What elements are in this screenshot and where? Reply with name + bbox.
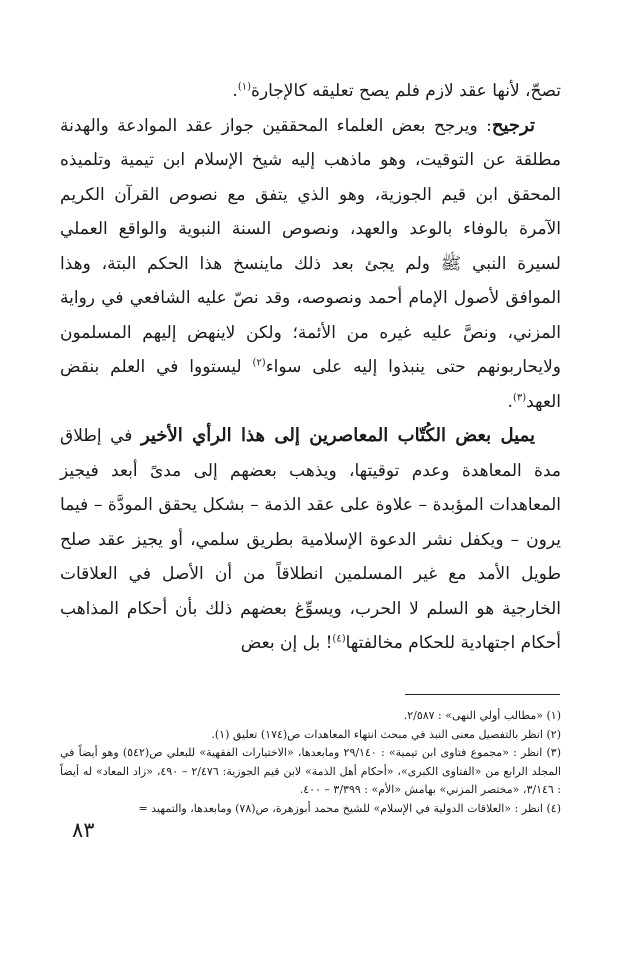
footnote-divider [405, 694, 560, 695]
page-number: ٨٣ [72, 818, 95, 842]
footnotes [60, 707, 561, 818]
footnote-2: (٢) انظر بالتفصيل معنى النبذ في مبحث انتهاء المعاهدات ص(١٧٤) تعليق (١). [211, 727, 561, 741]
paragraph-2 [60, 109, 561, 420]
footnote-ref-4: (٤) [332, 633, 346, 645]
paragraph-2-text: : ويرجح بعض العلماء المحققين جواز عقد الموادعة والهدنة مطلقة عن التوقيت، وهو ماذهب إليه شيخ الإسلام ابن تيمية وتلميذه المحقق ابن قيم الجوزية، وهو الذي يتفق مع نصوص القرآن الكريم الآمرة بالوفاء بالوعد والعهد، ونصوص السنة النبوية والواقع العملي لسيرة النبي ﷺ ولم يجئ بعد ذلك ماينسخ هذا الحكم البتة، وهذا الموافق لأصول الإمام أحمد ونصوصه، وقد نصّ عليه الشافعي في رواية المزني، ونصَّ عليه غيره من الأئمة؛ ولكن لاينهض إليهم المسلمون ولايحاربونهم حتى ينبذوا إليه على سواء [60, 115, 561, 377]
paragraph-2-text-cont: ليستووا في العلم بنقض العهد [60, 357, 561, 412]
paragraph-2-heading: ترجيح [491, 114, 535, 136]
paragraph-1-text: تصحّ، لأنها عقد لازم فلم يصح تعليقه كالإجارة [251, 81, 561, 101]
footnote-4: (٤) انظر : «العلاقات الدولية في الإسلام» للشيخ محمد أبوزهرة، ص(٧٨) ومابعدها، والتمهيد = [138, 801, 561, 815]
paragraph-3-text: في إطلاق مدة المعاهدة وعدم توقيتها، ويذهب بعضهم إلى مدىً أبعد فيجيز المعاهدات المؤبدة – علاوة على عقد الذمة – بشكل يحقق المودَّة – فيما يرون – ويكفل نشر الدعوة الإسلامية بطريق سلمي، أو يجيز عقد صلح طويل الأمد مع غير المسلمين انطلاقاً من أن الأصل في العلاقات الخارجية هو السلم لا الحرب، ويسوِّغ بعضهم ذلك بأن أحكام المذاهب أحكام اجتهادية للحكام مخالفتها [60, 426, 561, 653]
footnote-1: (١) «مطالب أولي النهى» : ٢/٥٨٧. [403, 709, 561, 722]
paragraph-3-end: ! بل إن بعض [240, 633, 333, 653]
main-text [60, 74, 561, 661]
footnote-3: (٣) انظر : «مجموع فتاوى ابن تيمية» : ٢٩/١٤٠ ومابعدها، «الاختيارات الفقهية» للبعلي ص(٥٤٢) وهو أيضاً في المجلد الرابع من «الفتاوى الكبرى»، «أحكام أهل الذمة» لابن قيم الجوزية: ٢/٤٧٦ – ٤٩٠، «زاد المعاد» له أيضاً : ٣/١٤٦، «مختصر المزني» بهامش «الأم» : ٣/٣٩٩ – ٤٠٠. [60, 746, 561, 796]
paragraph-1-end: . [232, 81, 238, 101]
paragraph-2-end: . [507, 391, 513, 412]
footnote-ref-2: (٢) [252, 357, 266, 369]
paragraph-3-lead: يميل بعض الكُتّاب المعاصرين إلى هذا الرأي الأخير [140, 425, 535, 446]
footnote-ref-3: (٣) [512, 391, 527, 403]
footnote-ref-1: (١) [237, 81, 251, 93]
paragraph-3 [60, 419, 561, 661]
paragraph-1 [60, 74, 561, 109]
